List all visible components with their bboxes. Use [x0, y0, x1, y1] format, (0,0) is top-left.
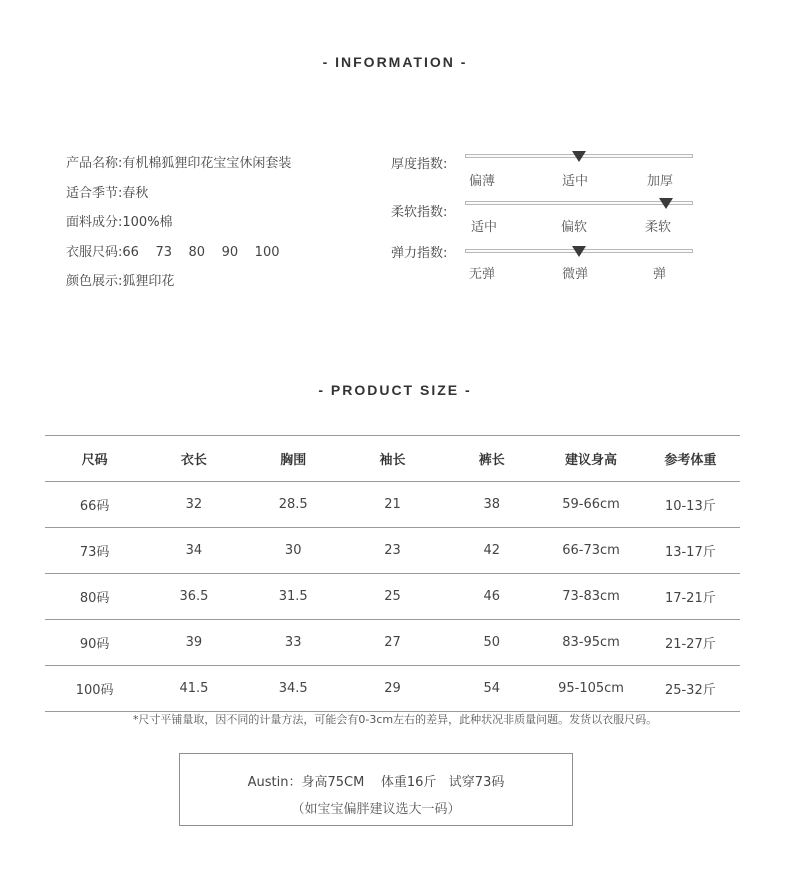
table-cell: 23	[343, 528, 442, 574]
spec-value: 100%棉	[122, 215, 173, 230]
table-cell: 30	[244, 528, 343, 574]
column-header: 衣长	[144, 436, 243, 482]
index-marker-icon	[572, 246, 586, 257]
table-cell: 90码	[45, 620, 144, 666]
product-size-title: - PRODUCT SIZE -	[318, 382, 472, 398]
table-cell: 33	[244, 620, 343, 666]
spec-label: 产品名称:	[66, 156, 123, 171]
table-cell: 54	[442, 666, 541, 712]
table-cell: 95-105cm	[541, 666, 640, 712]
table-cell: 41.5	[144, 666, 243, 712]
column-header: 尺码	[45, 436, 144, 482]
index-option: 偏薄	[469, 174, 496, 189]
index-label: 柔软指数:	[391, 205, 448, 220]
table-cell: 59-66cm	[541, 482, 640, 528]
table-cell: 13-17斤	[641, 528, 740, 574]
spec-item-season	[66, 182, 291, 212]
table-row	[45, 528, 740, 574]
index-label: 弹力指数:	[391, 246, 448, 261]
index-option: 弹	[653, 267, 667, 282]
table-cell: 25-32斤	[641, 666, 740, 712]
column-header: 裤长	[442, 436, 541, 482]
elasticity-index	[391, 247, 701, 287]
table-cell: 46	[442, 574, 541, 620]
table-cell: 32	[144, 482, 243, 528]
table-cell: 25	[343, 574, 442, 620]
table-cell: 31.5	[244, 574, 343, 620]
index-option: 适中	[471, 220, 498, 235]
index-marker-icon	[572, 151, 586, 162]
spec-value: 66 73 80 90 100	[122, 244, 280, 260]
table-cell: 83-95cm	[541, 620, 640, 666]
index-option: 偏软	[561, 220, 588, 235]
table-row	[45, 574, 740, 620]
table-cell: 21	[343, 482, 442, 528]
table-cell: 21-27斤	[641, 620, 740, 666]
table-cell: 17-21斤	[641, 574, 740, 620]
information-title: - INFORMATION -	[322, 54, 468, 70]
index-option: 加厚	[647, 174, 674, 189]
index-marker-icon	[659, 198, 673, 209]
table-cell: 73-83cm	[541, 574, 640, 620]
measurement-note: *尺寸平铺量取，因不同的计量方法，可能会有0-3cm左右的差异，此种状况非质量问题。发货以衣服尺码。	[132, 713, 658, 726]
table-cell: 36.5	[144, 574, 243, 620]
table-cell: 34	[144, 528, 243, 574]
index-option: 微弹	[562, 267, 589, 282]
table-cell: 27	[343, 620, 442, 666]
column-header: 参考体重	[641, 436, 740, 482]
table-cell: 66码	[45, 482, 144, 528]
table-row	[45, 666, 740, 712]
table-cell: 100码	[45, 666, 144, 712]
table-cell: 38	[442, 482, 541, 528]
spec-label: 颜色展示:	[66, 274, 123, 289]
spec-value: 狐狸印花	[122, 274, 175, 289]
spec-value: 有机棉狐狸印花宝宝休闲套装	[122, 156, 292, 171]
spec-list	[66, 152, 291, 300]
table-cell: 28.5	[244, 482, 343, 528]
table-cell: 73码	[45, 528, 144, 574]
index-option: 无弹	[469, 267, 496, 282]
spec-label: 面料成分:	[66, 215, 123, 230]
spec-item-color	[66, 270, 291, 300]
table-cell: 34.5	[244, 666, 343, 712]
table-row	[45, 620, 740, 666]
size-table	[45, 435, 740, 712]
spec-item-fabric	[66, 211, 291, 241]
index-option: 柔软	[645, 220, 672, 235]
table-header-row	[45, 436, 740, 482]
spec-item-product-name	[66, 152, 291, 182]
model-info-line: Austin：身高75CM 体重16斤 试穿73码	[247, 775, 505, 790]
table-cell: 29	[343, 666, 442, 712]
spec-value: 春秋	[122, 185, 149, 201]
column-header: 胸围	[244, 436, 343, 482]
spec-label: 衣服尺码:	[66, 244, 123, 260]
table-row	[45, 482, 740, 528]
table-cell: 80码	[45, 574, 144, 620]
model-advice-line: （如宝宝偏胖建议选大一码）	[291, 802, 461, 817]
spec-item-sizes	[66, 241, 291, 271]
model-info-box	[179, 753, 573, 826]
spec-label: 适合季节:	[66, 185, 123, 201]
table-cell: 39	[144, 620, 243, 666]
index-label: 厚度指数:	[391, 157, 448, 172]
table-cell: 50	[442, 620, 541, 666]
table-cell: 10-13斤	[641, 482, 740, 528]
table-cell: 66-73cm	[541, 528, 640, 574]
column-header: 袖长	[343, 436, 442, 482]
thickness-index	[391, 152, 701, 192]
softness-index	[391, 199, 701, 239]
column-header: 建议身高	[541, 436, 640, 482]
index-option: 适中	[562, 174, 589, 189]
table-cell: 42	[442, 528, 541, 574]
